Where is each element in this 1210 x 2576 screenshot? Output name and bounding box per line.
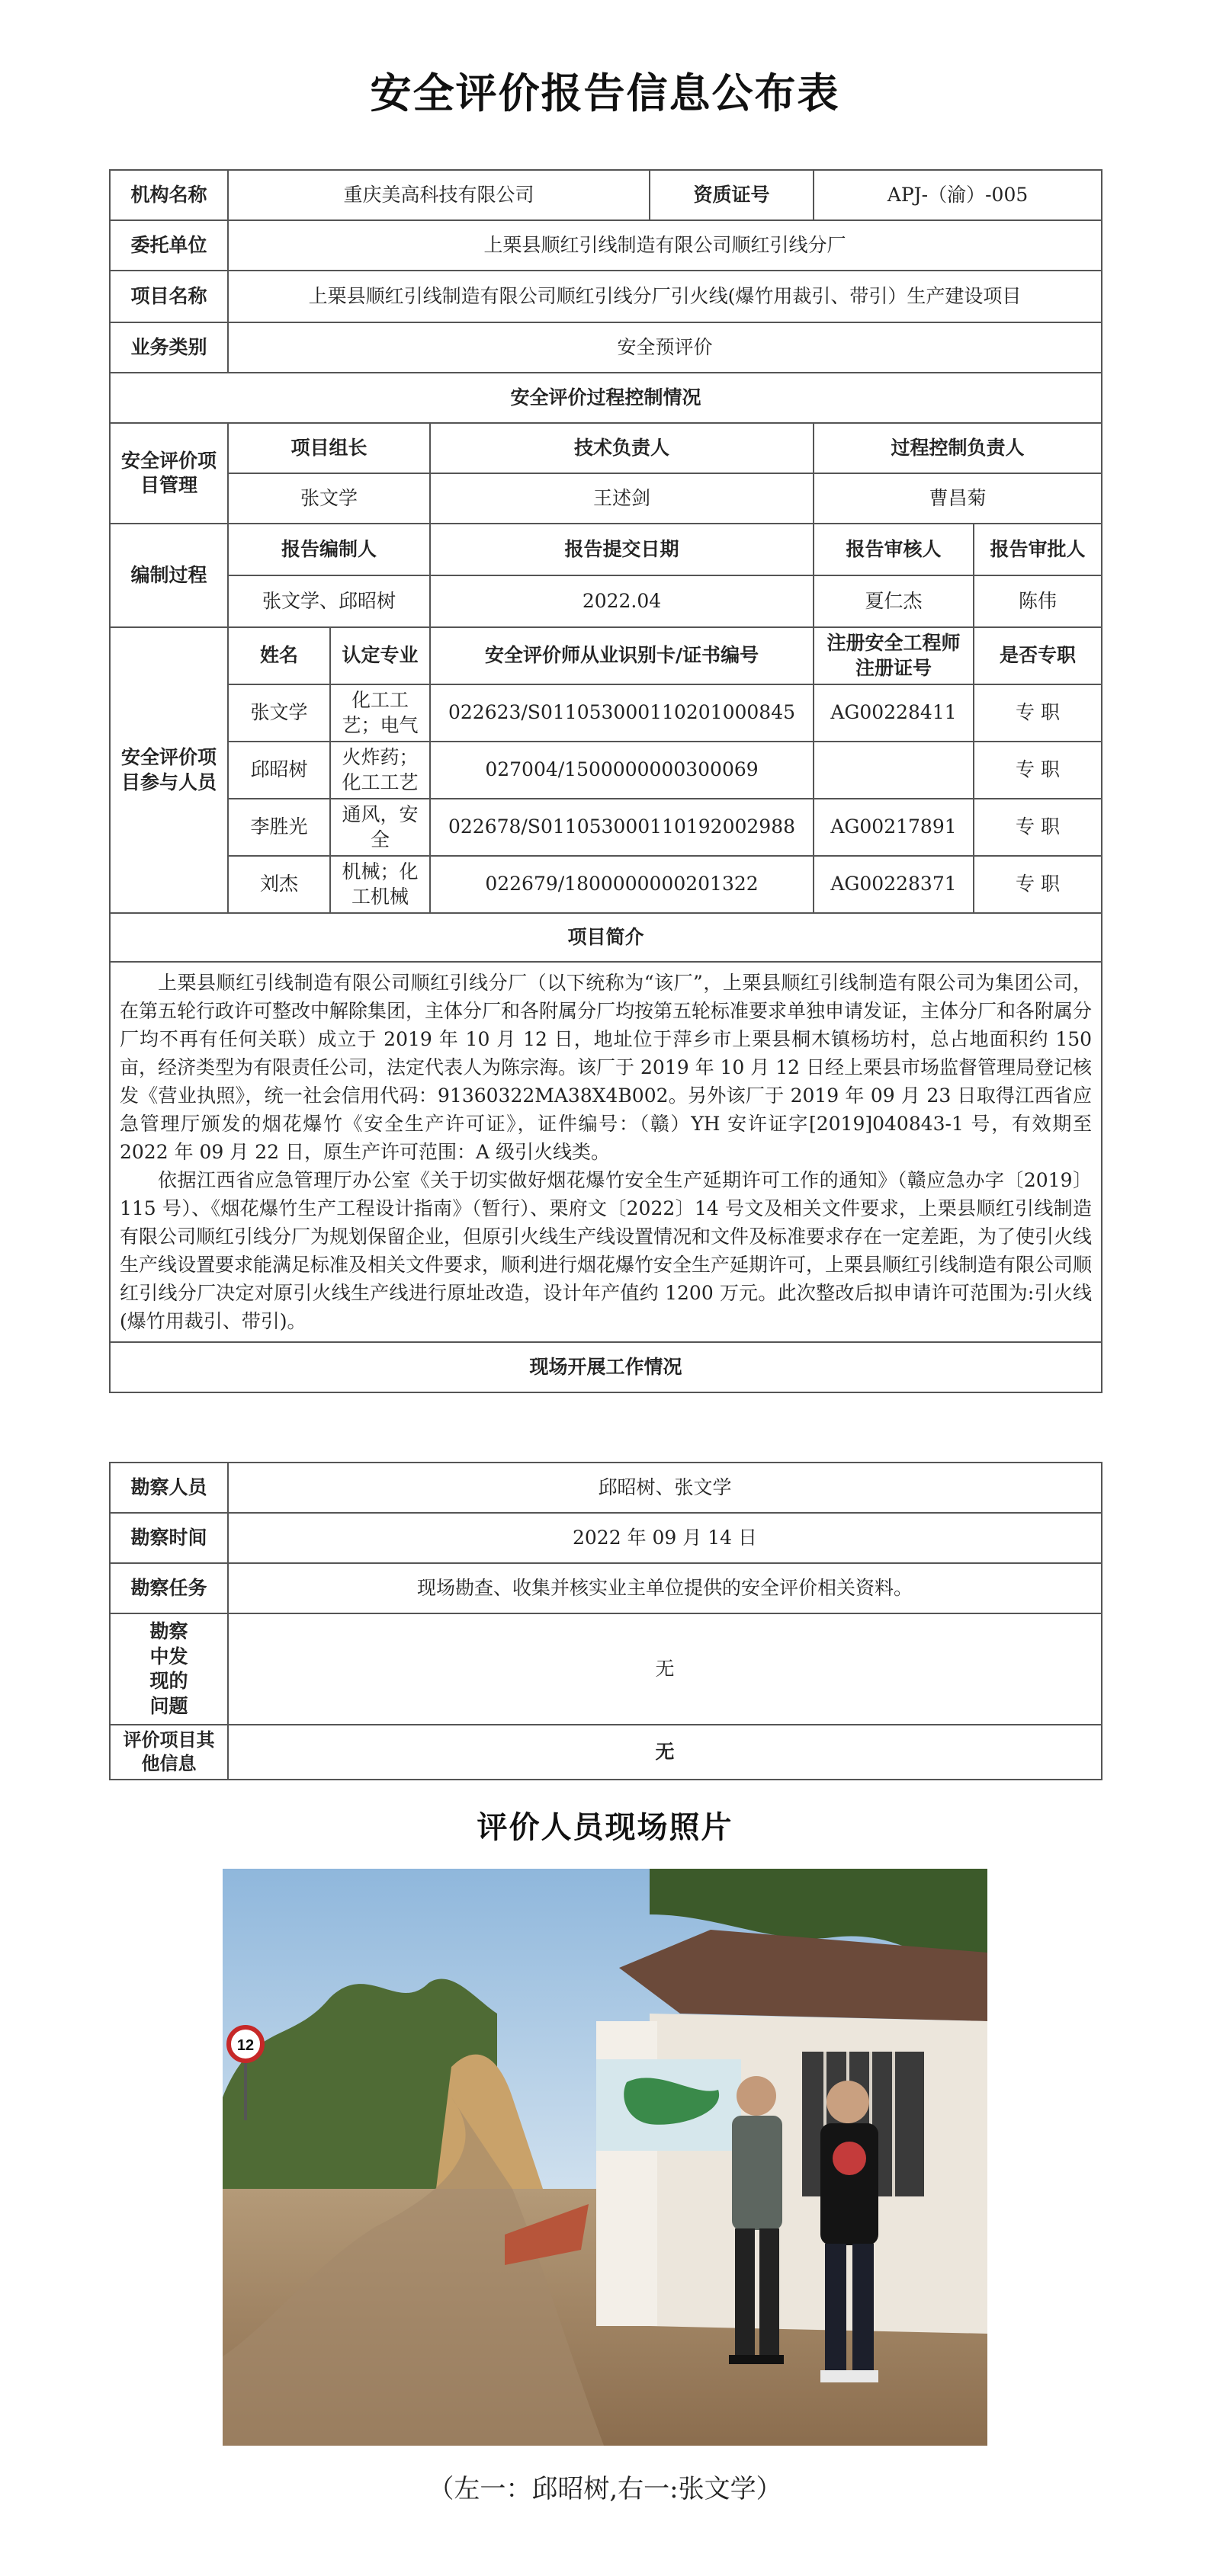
personnel-col: 是否专职 [974, 627, 1102, 684]
report-info-table [109, 169, 1102, 1393]
project-label: 项目名称 [110, 271, 228, 322]
project-value: 上栗县顺红引线制造有限公司顺红引线分厂引火线(爆竹用裁引、带引）生产建设项目 [228, 271, 1102, 322]
table-row [110, 799, 1102, 856]
person-fulltime: 专 职 [974, 799, 1102, 856]
survey-other-label: 评价项目其他信息 [110, 1725, 228, 1780]
person-major: 火炸药；化工工艺 [330, 742, 430, 799]
compile-val: 张文学、邱昭树 [228, 575, 430, 627]
mgmt-label: 安全评价项目管理 [110, 423, 228, 524]
person-fulltime: 专 职 [974, 684, 1102, 742]
mgmt-col: 项目组长 [228, 423, 430, 473]
survey-time: 2022 年 09 月 14 日 [228, 1513, 1102, 1563]
compile-val: 夏仁杰 [814, 575, 974, 627]
person-card: 027004/1500000000300069 [430, 742, 814, 799]
compile-col: 报告提交日期 [430, 524, 814, 575]
person-fulltime: 专 职 [974, 856, 1102, 913]
table-row [110, 742, 1102, 799]
intro-paragraph: 上栗县顺红引线制造有限公司顺红引线分厂（以下统称为“该厂”，上栗县顺红引线制造有限公司为集团公司，在第五轮行政许可整改中解除集团，主体分厂和各附属分厂均按第五轮标准要求单独申请发证，主体分厂和各附属分厂均不再有任何关联）成立于 2019 年 10 月 12 日，地址位于萍乡市上栗县桐木镇杨坊村，总占地面积约 150 亩，经济类型为有限责任公司，法定代表人为陈宗海。该厂于 2019 年 10 月 12 日经上栗县市场监督管理局登记核发《营业执照》，统一社会信用代码：91360322MA38X4B002。另外该厂于 2019 年 09 月 23 日取得江西省应急管理厅颁发的烟花爆竹《安全生产许可证》，证件编号：（赣）YH 安许证字[2019]040843-1 号，有效期至 2022 年 09 月 22 日，原生产许可范围：A 级引火线类。 [120, 972, 1093, 1163]
cert-label: 资质证号 [650, 170, 814, 220]
client-label: 委托单位 [110, 220, 228, 271]
person-card: 022678/S011053000110192002988 [430, 799, 814, 856]
survey-table [109, 1462, 1102, 1780]
compile-col: 报告审批人 [974, 524, 1102, 575]
process-header: 安全评价过程控制情况 [110, 373, 1102, 423]
person-reg: AG00228411 [814, 684, 974, 742]
personnel-col: 姓名 [228, 627, 330, 684]
person-major: 化工工艺；电气 [330, 684, 430, 742]
mgmt-val: 曹昌菊 [814, 473, 1102, 524]
intro-paragraph: 依据江西省应急管理厅办公室《关于切实做好烟花爆竹安全生产延期许可工作的通知》（赣应急办字〔2019〕115 号）、《烟花爆竹生产工程设计指南》（暂行）、栗府文〔2022〕14 号文及相关文件要求，上栗县顺红引线制造有限公司顺红引线分厂为规划保留企业，但原引火线生产线设置情况和文件及标准要求存在一定差距，为了使引火线生产线设置要求能满足标准及相关文件要求，顺利进行烟花爆竹安全生产延期许可，上栗县顺红引线制造有限公司顺红引线分厂决定对原引火线生产线进行原址改造，设计年产值约 1200 万元。此次整改后拟申请许可范围为:引火线(爆竹用裁引、带引)。 [120, 1169, 1093, 1332]
photo-caption: （左一：邱昭树,右一:张文学） [428, 2474, 782, 2504]
mgmt-col: 过程控制负责人 [814, 423, 1102, 473]
person-name: 刘杰 [228, 856, 330, 913]
compile-val: 2022.04 [430, 575, 814, 627]
survey-people: 邱昭树、张文学 [228, 1463, 1102, 1513]
person-reg: AG00228371 [814, 856, 974, 913]
personnel-col: 注册安全工程师注册证号 [814, 627, 974, 684]
survey-other: 无 [228, 1725, 1102, 1780]
person-major: 机械；化工机械 [330, 856, 430, 913]
person-name: 李胜光 [228, 799, 330, 856]
personnel-col: 认定专业 [330, 627, 430, 684]
personnel-label: 安全评价项目参与人员 [110, 627, 228, 913]
personnel-col: 安全评价师从业识别卡/证书编号 [430, 627, 814, 684]
person-card: 022623/S011053000110201000845 [430, 684, 814, 742]
survey-time-label: 勘察时间 [110, 1513, 228, 1563]
compile-label: 编制过程 [110, 524, 228, 627]
table-row [110, 684, 1102, 742]
survey-task: 现场勘查、收集并核实业主单位提供的安全评价相关资料。 [228, 1563, 1102, 1613]
intro-text [110, 962, 1102, 1342]
billboard [596, 2059, 741, 2151]
client-value: 上栗县顺红引线制造有限公司顺红引线分厂 [228, 220, 1102, 271]
person-card: 022679/1800000000201322 [430, 856, 814, 913]
survey-issues-label: 勘察中发现的问题 [110, 1613, 228, 1725]
intro-header: 项目简介 [110, 913, 1102, 962]
photo-title: 评价人员现场照片 [477, 1810, 733, 1845]
business-value: 安全预评价 [228, 322, 1102, 373]
compile-val: 陈伟 [974, 575, 1102, 627]
compile-col: 报告审核人 [814, 524, 974, 575]
person-fulltime: 专 职 [974, 742, 1102, 799]
person-major: 通风，安全 [330, 799, 430, 856]
survey-task-label: 勘察任务 [110, 1563, 228, 1613]
mgmt-val: 王述剑 [430, 473, 814, 524]
person-reg [814, 742, 974, 799]
site-header: 现场开展工作情况 [110, 1342, 1102, 1392]
survey-people-label: 勘察人员 [110, 1463, 228, 1513]
person-name: 张文学 [228, 684, 330, 742]
table-row [110, 856, 1102, 913]
cert-number: APJ-（渝）-005 [814, 170, 1102, 220]
mgmt-val: 张文学 [228, 473, 430, 524]
org-name: 重庆美高科技有限公司 [228, 170, 650, 220]
person-reg: AG00217891 [814, 799, 974, 856]
page-title: 安全评价报告信息公布表 [370, 69, 840, 117]
survey-issues: 无 [228, 1613, 1102, 1725]
person-name: 邱昭树 [228, 742, 330, 799]
org-name-label: 机构名称 [110, 170, 228, 220]
mgmt-col: 技术负责人 [430, 423, 814, 473]
speed-sign-label: 12 [236, 2037, 255, 2054]
compile-col: 报告编制人 [228, 524, 430, 575]
business-label: 业务类别 [110, 322, 228, 373]
site-photo [223, 1869, 987, 2446]
